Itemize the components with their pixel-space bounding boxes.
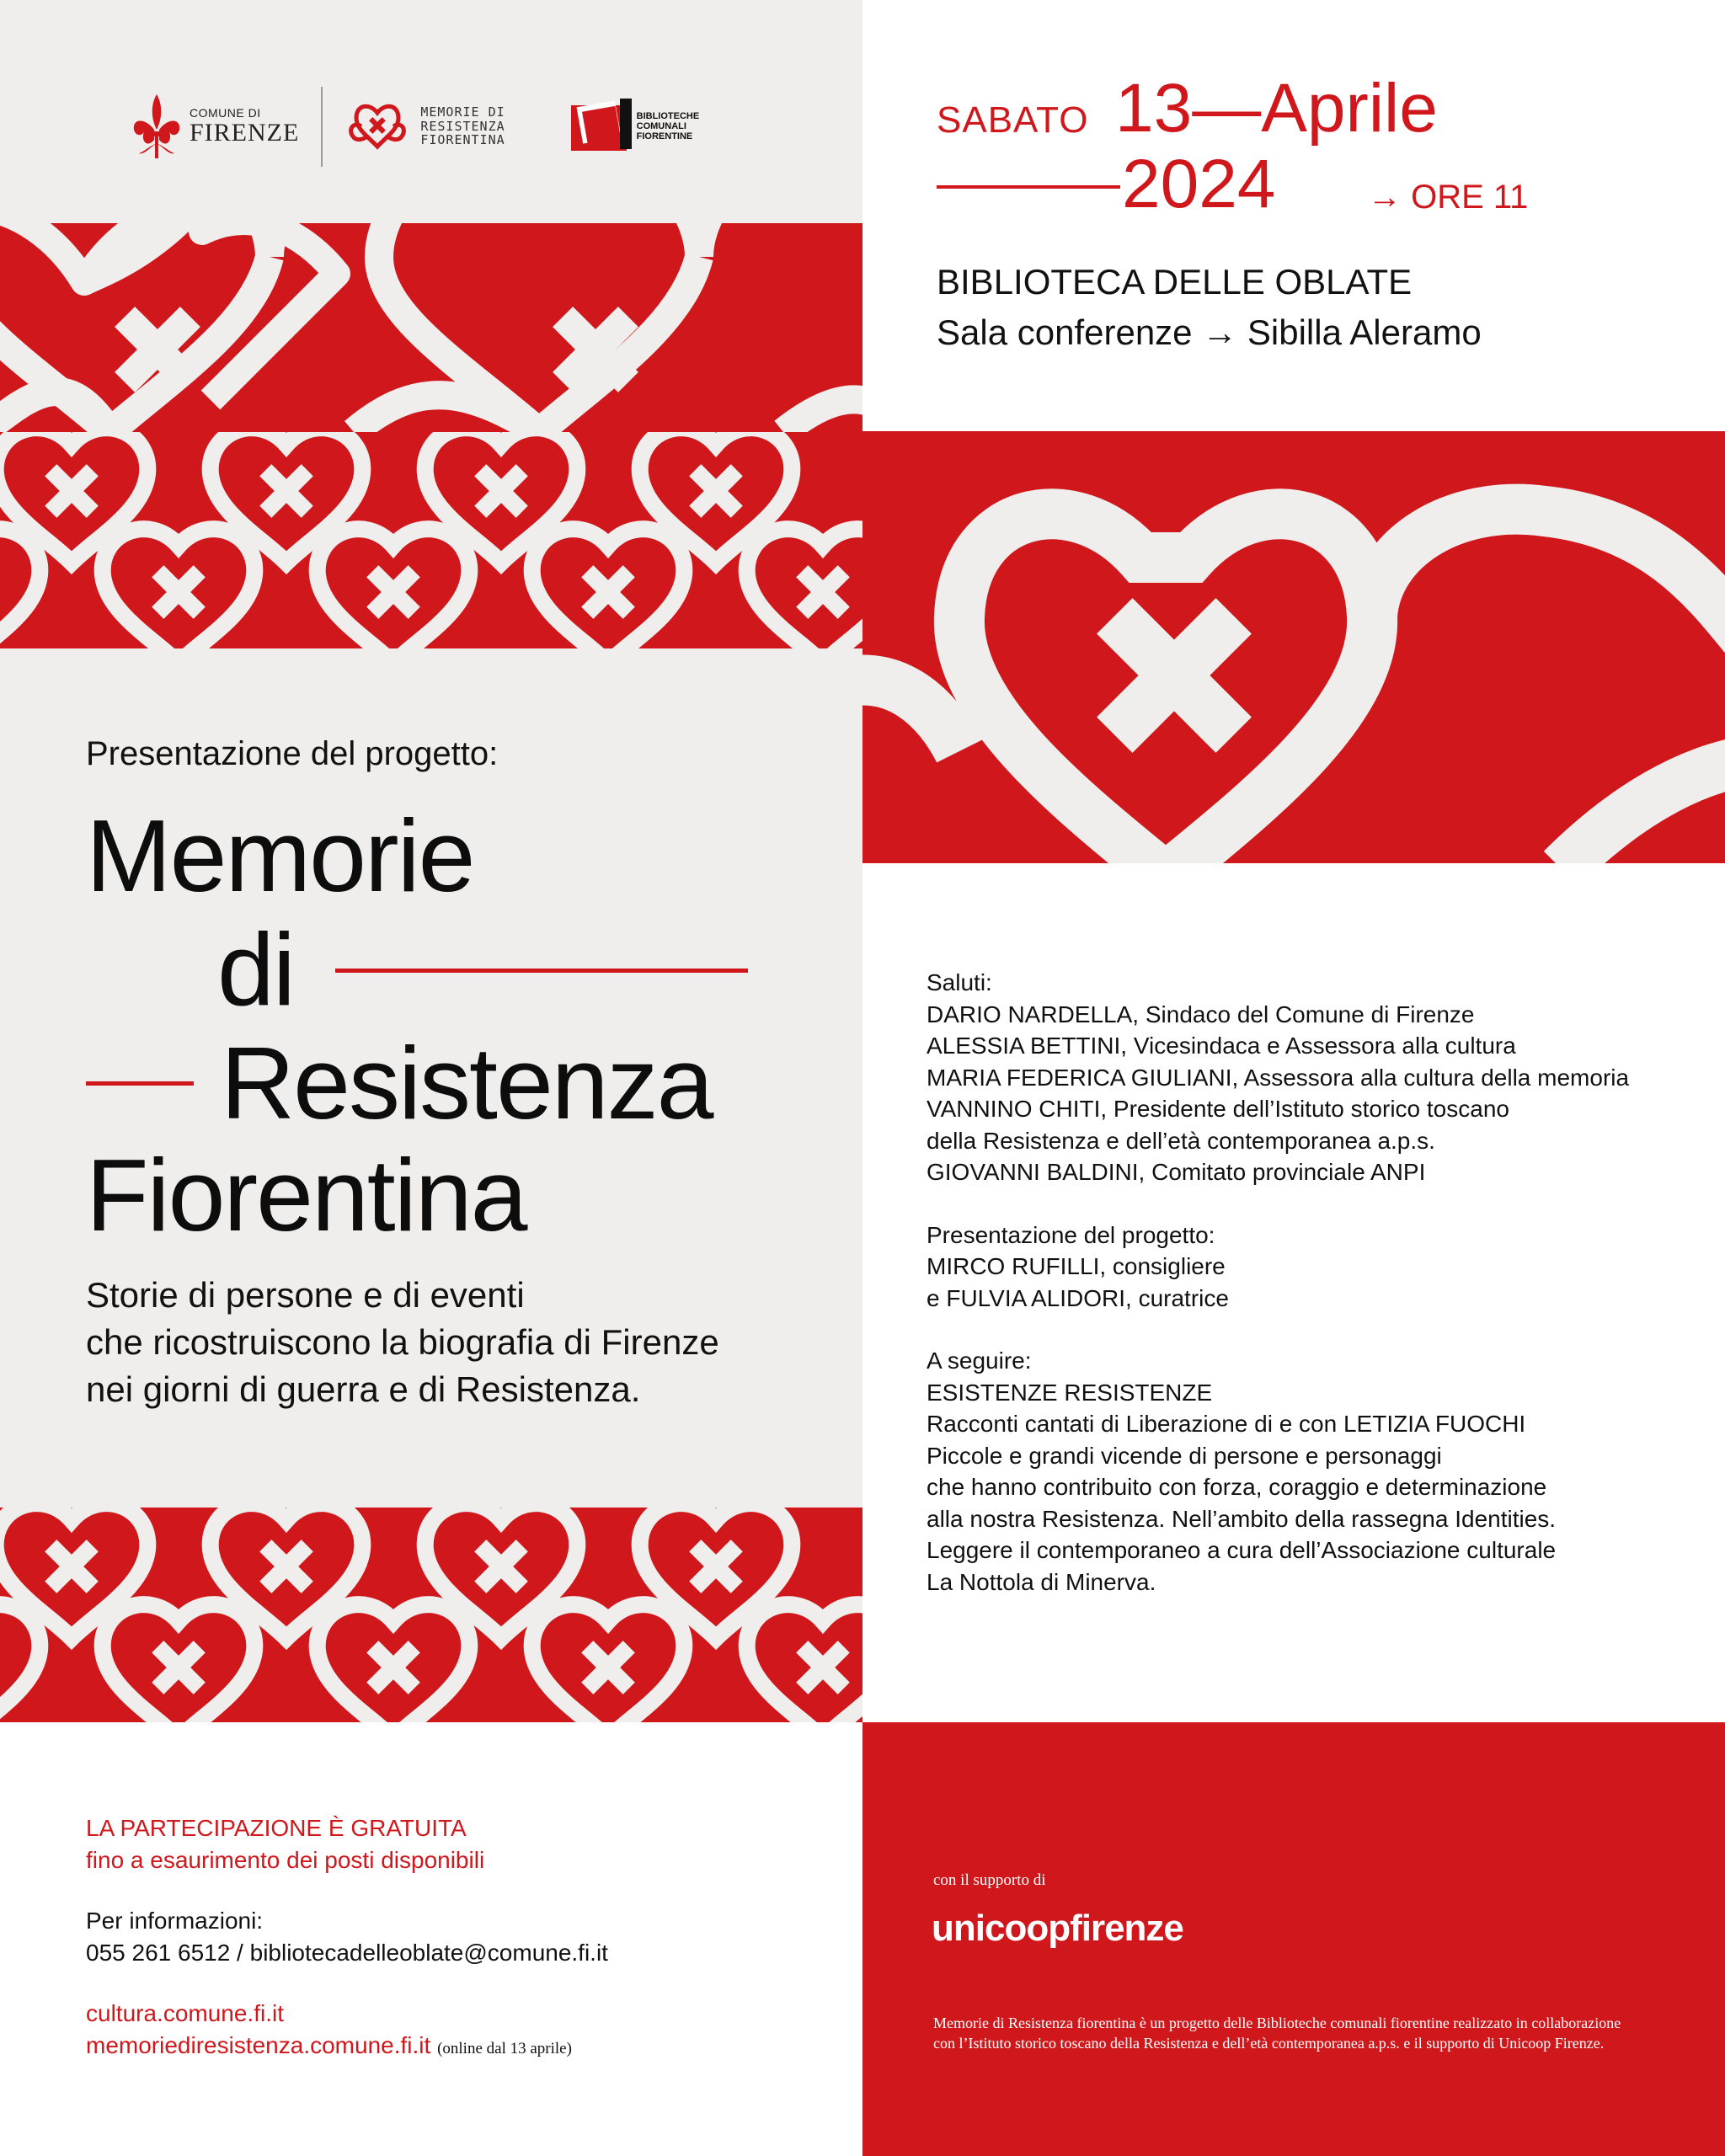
info-label: Per informazioni:	[86, 1908, 264, 1934]
free-entry-note: fino a esaurimento dei posti disponibili	[86, 1847, 485, 1873]
program-spacer	[927, 1314, 1629, 1345]
program-line: della Resistenza e dell’età contemporanea a.p.s.	[927, 1127, 1435, 1154]
venue-room: Sala conferenze → Sibilla Aleramo	[937, 312, 1482, 352]
memorie-logo	[344, 96, 505, 157]
date-divider	[937, 185, 1120, 189]
hearts-band-large	[0, 223, 862, 432]
program-line: La Nottola di Minerva.	[927, 1568, 1156, 1595]
day-month: 13—Aprile	[1115, 70, 1438, 147]
biblioteche-logo	[566, 97, 700, 156]
biblioteche-logo-text	[637, 111, 700, 141]
info	[86, 1905, 608, 1969]
program-line: GIOVANNI BALDINI, Comitato provinciale ANPI	[927, 1159, 1426, 1185]
subtitle-line: che ricostruiscono la biografia di Firenze	[86, 1322, 719, 1362]
small-heart-pattern	[0, 432, 862, 648]
program	[927, 967, 1629, 1598]
comune-big-label: FIRENZE	[190, 118, 300, 147]
giglio-icon	[131, 93, 183, 160]
program-line: che hanno contribuito con forza, coraggio e determinazione	[927, 1474, 1547, 1500]
memorie-logo-text	[420, 105, 505, 147]
subtitle-line: Storie di persone e di eventi	[86, 1275, 525, 1315]
biblioteche-logo-line: COMUNALI	[636, 120, 686, 131]
biblioteche-logo-line: BIBLIOTECHE	[636, 110, 700, 121]
unicoop-logo: unicoopfirenze	[932, 1908, 1183, 1949]
hearts-band-small-bottom	[0, 1508, 862, 1722]
large-heart-pattern	[0, 223, 862, 432]
credits-line: con l’Istituto storico toscano della Resistenza e dell’età contemporanea a.p.s. e il supporto di Unicoop Firenze.	[933, 2035, 1605, 2052]
credits-line: Memorie di Resistenza fiorentina è un progetto delle Biblioteche comunali fiorentine realizzato in collaborazione	[933, 2015, 1621, 2031]
event-year: 2024	[1122, 146, 1276, 222]
program-line: Racconti cantati di Liberazione di e con LETIZIA FUOCHI	[927, 1411, 1526, 1437]
free-entry	[86, 1812, 484, 1876]
program-line: ALESSIA BETTINI, Vicesindaca e Assessora alla cultura	[927, 1033, 1516, 1059]
link-memorie[interactable]: memoriediresistenza.comune.fi.it	[86, 2032, 431, 2058]
comune-firenze-logo	[131, 93, 299, 160]
program-line: alla nostra Resistenza. Nell’ambito della rassegna Identities.	[927, 1505, 1557, 1532]
program-line: DARIO NARDELLA, Sindaco del Comune di Firenze	[927, 1001, 1475, 1027]
event-date	[937, 59, 1695, 236]
biblioteche-logo-line: FIORENTINE	[636, 131, 693, 142]
program-line: Saluti:	[927, 969, 992, 995]
big-heart-panel	[862, 431, 1725, 863]
book-icon	[566, 97, 633, 156]
memorie-logo-line: RESISTENZA	[420, 118, 505, 134]
program-line: MIRCO RUFILLI, consigliere	[927, 1253, 1226, 1279]
title-intro: Presentazione del progetto:	[86, 735, 499, 772]
links	[86, 1998, 572, 2065]
title-line-resistenza: Resistenza	[221, 1026, 713, 1140]
program-line: e FULVIA ALIDORI, curatrice	[927, 1284, 1229, 1311]
venue	[937, 257, 1482, 358]
memorie-logo-line: MEMORIE DI	[420, 104, 505, 120]
hearts-band-small-top	[0, 432, 862, 648]
comune-small-label: COMUNE DI	[190, 105, 261, 120]
program-line: Leggere il contemporaneo a cura dell’Associazione culturale	[927, 1537, 1557, 1563]
memorie-logo-line: FIORENTINA	[420, 132, 505, 148]
info-contacts: 055 261 6512 / bibliotecadelleoblate@comune.fi.it	[86, 1940, 608, 1966]
heart-knot-icon	[344, 96, 410, 157]
title-line-memorie: Memorie	[86, 798, 474, 913]
link-memorie-note: (online dal 13 aprile)	[437, 2040, 572, 2057]
program-line: Presentazione del progetto:	[927, 1221, 1215, 1248]
event-time: → ORE 11	[1368, 179, 1529, 216]
logo-separator	[321, 87, 323, 167]
program-line: A seguire:	[927, 1348, 1032, 1374]
credits	[933, 2013, 1674, 2053]
title-accent-dash	[86, 1081, 194, 1086]
title-line-fiorentina: Fiorentina	[86, 1138, 526, 1252]
program-line: Piccole e grandi vicende di persone e personaggi	[927, 1442, 1442, 1469]
program-spacer	[927, 1188, 1629, 1219]
title-accent-line	[335, 969, 748, 973]
title-line-di: di	[217, 912, 294, 1027]
subtitle-line: nei giorni di guerra e di Resistenza.	[86, 1369, 641, 1409]
link-cultura[interactable]: cultura.comune.fi.it	[86, 2000, 284, 2026]
day-name: SABATO	[937, 99, 1089, 141]
subtitle	[86, 1272, 719, 1413]
program-line: ESISTENZE RESISTENZE	[927, 1379, 1213, 1406]
big-heart-icon	[862, 431, 1725, 863]
free-entry-title: LA PARTECIPAZIONE È GRATUITA	[86, 1815, 467, 1841]
link-memorie-row	[86, 2030, 572, 2065]
venue-name: BIBLIOTECA DELLE OBLATE	[937, 262, 1413, 302]
program-line: VANNINO CHITI, Presidente dell’Istituto storico toscano	[927, 1096, 1509, 1122]
logos-row	[131, 88, 720, 164]
support-label: con il supporto di	[933, 1871, 1046, 1889]
program-line: MARIA FEDERICA GIULIANI, Assessora alla cultura della memoria	[927, 1064, 1630, 1091]
small-heart-pattern-bottom	[0, 1508, 862, 1722]
